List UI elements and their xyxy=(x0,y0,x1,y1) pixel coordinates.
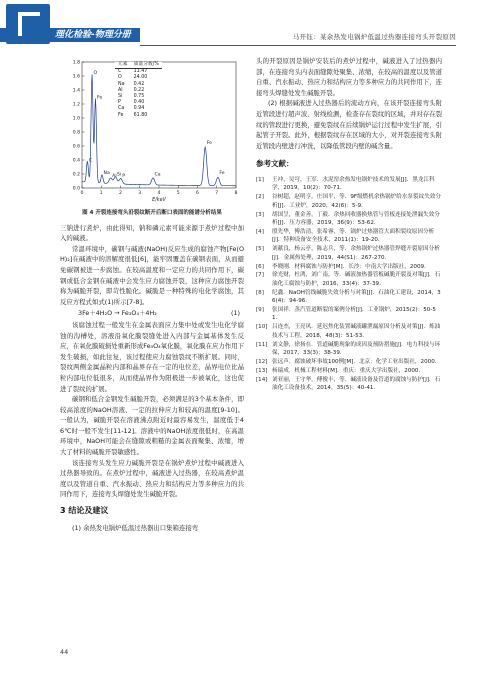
reference-item xyxy=(256,341,442,358)
equation-text: 3Fe＋4H₂O → Fe₃O₄＋4H₂ xyxy=(78,309,157,318)
reference-number: [9] xyxy=(256,307,264,314)
reference-text: 殷先华，傅浩清，张希睿，等．锅炉过热器管大面积裂纹原因分析[J]．特种设备安全技术，2011(1)：19-20． xyxy=(272,228,435,244)
paragraph: (2) 根据碱液进入过热器后的流动方向，在该开裂连接弯头附近管段进行超声波、射线检测，检查存在裂纹的区域，并对存在裂纹的管段进行更换，避免裂纹在后续锅炉运行过程中发生扩展，引起管子开裂。此外，根据裂纹存在区域的大小，对开裂连接弯头附近管段内壁进行冲洗，以降低管段内壁的碱含量。 xyxy=(256,99,442,150)
table-cell: Fe xyxy=(118,112,124,118)
reference-item xyxy=(256,228,442,245)
reference-item xyxy=(256,358,442,366)
reference-number: [11] xyxy=(256,341,268,348)
table-cell: 0.75 xyxy=(133,94,145,100)
y-tick-label: 1.2 xyxy=(72,102,80,108)
paragraph: (1) 余热发电锅炉低温过热器出口集箱连接弯 xyxy=(72,523,199,532)
reference-item xyxy=(256,271,442,288)
y-tick-label: 1.6 xyxy=(72,74,80,80)
table-cell: C xyxy=(118,69,122,75)
y-tick-label: 0.0 xyxy=(72,186,80,192)
table-cell: 11.47 xyxy=(133,69,148,75)
reference-item xyxy=(256,263,442,271)
table-header-mass-fraction: 质量分数/% xyxy=(131,62,162,69)
reference-number: [7] xyxy=(256,272,264,279)
y-tick-label: 0.8 xyxy=(72,130,80,136)
reference-number: [2] xyxy=(256,194,264,201)
y-tick-label: 0.6 xyxy=(72,144,80,150)
page-number: 44 xyxy=(60,648,69,656)
y-tick-label: 0.4 xyxy=(72,158,80,164)
peak-label: Fe xyxy=(206,141,212,147)
table-cell: Si xyxy=(118,94,123,100)
x-axis-label: E/keV xyxy=(152,198,166,203)
reference-item xyxy=(256,176,442,193)
table-cell: 61.80 xyxy=(133,112,148,118)
reference-item xyxy=(256,211,442,228)
peak-label: Fe xyxy=(219,171,225,177)
table-cell: 0.40 xyxy=(133,100,145,106)
left-column xyxy=(60,56,244,533)
x-tick-label: 7 xyxy=(215,191,219,196)
reference-text: 胡国呈，董金善，丁毅．余热回收器换热管与管板连接处泄漏失效分析[J]．压力容器，2019，36(9)：53-62． xyxy=(272,211,440,226)
x-tick-label: 1 xyxy=(99,191,103,196)
peak-label: O xyxy=(93,71,98,77)
element-table xyxy=(115,62,162,119)
table-cell: Ca xyxy=(118,106,125,112)
reference-number: [1] xyxy=(256,176,264,183)
right-column xyxy=(256,56,442,393)
reference-item xyxy=(256,367,442,375)
reference-text: 李晓刚．材料腐蚀与防护[M]．长沙：中南大学出版社，2009． xyxy=(272,263,430,270)
table-cell: 24.00 xyxy=(133,75,148,81)
peak-label: P xyxy=(122,174,125,179)
reference-item xyxy=(256,376,442,393)
references-list xyxy=(256,176,442,393)
reference-item xyxy=(256,245,442,262)
reference-item xyxy=(256,306,442,323)
table-cell: 0.22 xyxy=(133,87,145,93)
y-tick-label: 1.8 xyxy=(72,60,80,66)
figure-caption: 图 4 开裂连接弯头沿裂纹断开后断口表面的能谱分析结果 xyxy=(82,210,222,216)
reference-item xyxy=(256,193,442,210)
peak-label: Al xyxy=(112,174,117,179)
reference-text: 吕连杰，王亮风．延迟焦化装置碱液罐泄漏原因分析及对策[J]．炼油技术与工程，2018，48(3)：51-53． xyxy=(272,324,441,339)
y-tick-label: 0.2 xyxy=(72,172,80,178)
peak-label: Na xyxy=(103,171,110,177)
x-tick-label: 0 xyxy=(80,191,84,196)
x-tick-label: 4 xyxy=(157,191,161,196)
running-title: 马开钰：某余热发电锅炉低温过热器连接弯头开裂原因 xyxy=(292,33,456,41)
reference-number: [4] xyxy=(256,228,264,235)
table-row xyxy=(115,113,162,119)
reference-number: [13] xyxy=(256,367,268,374)
reference-text: 刘献良，杨云亭，陈志兵，等．余热锅炉过热器管焊缝开裂原因分析[J]．金属热处理，2019，44(S1)：267-270． xyxy=(272,246,440,261)
reference-number: [12] xyxy=(256,358,268,365)
x-tick-label: 2 xyxy=(119,191,122,196)
paragraph: 该连接弯头发生应力碱脆开裂是在锅炉煮炉过程中碱液进入过热器导致的。在煮炉过程中，碱液进入过热器，在较高煮炉温度以及管道自重、汽水振动、热应力和结构应力等多种应力的共同作用下，连接弯头焊缝处发生碱脆开裂。 xyxy=(60,458,244,499)
y-tick-label: 1.0 xyxy=(72,116,80,122)
paragraph: 碳钢和低合金钢发生碱脆开裂，必须满足的3个基本条件，即较高浓度的NaOH溶液、一定的拉伸应力和较高的温度[9-10]。一般认为，碱脆开裂在溶液沸点附近时最容易发生，温度低于46℃时一般不发生[11-12]。溶液中的NaOH浓度很低时，在高温环境中，NaOH可能会在缝隙或粗糙的金属表面聚集、浓缩，增大了材料的碱脆开裂敏感性。 xyxy=(60,395,244,457)
table-cell: P xyxy=(118,100,121,106)
paragraph: 常温环境中，碳钢与碱液(NaOH)反应生成的腐蚀产物[Fe(OH)₂]在碱液中的溶解度很低[6]，能牢固覆盖在碳钢表面，从而避免碳钢被进一步腐蚀。在较高温度和一定应力的共同作用下，碳钢或低合金钢在碱液中会发生应力腐蚀开裂，这种应力腐蚀开裂称为碱脆开裂，即苛性脆化。碱脆是一种特殊的电化学腐蚀，其反应方程式如式(1)所示[7-8]。 xyxy=(60,244,244,306)
reference-text: 刘文静，徐扬在．管道碱脆现象的成因及预防措施[J]．电力科技与环保，2017，33(3)：38-39． xyxy=(272,341,441,357)
equation xyxy=(60,308,244,319)
references-heading: 参考文献： xyxy=(256,159,294,169)
reference-number: [14] xyxy=(256,376,268,383)
peak-label: Fe xyxy=(96,95,103,101)
section-heading: 3 结论及建议 xyxy=(60,506,109,516)
reference-number: [8] xyxy=(256,289,264,296)
table-cell: O xyxy=(118,75,122,81)
header-rule xyxy=(140,45,456,46)
equation-number: (1) xyxy=(230,309,240,318)
reference-number: [10] xyxy=(256,324,268,331)
table-cell: Na xyxy=(118,81,125,87)
paragraph: 头的开裂原因是锅炉安装后的煮炉过程中，碱液进入了过热器内部，在连接弯头内表面缝隙处聚集、浓缩，在较高的温度以及管道自重、汽水振动、热应力和结构应力等多种应力的共同作用下，连接弯头焊缝处发生碱脆开裂。 xyxy=(256,57,442,97)
y-tick-label: 1.4 xyxy=(72,88,80,94)
reference-text: 谷树超，赵明亨，庄国平，等．9F级燃机余热锅炉给水泵裂纹失效分析[J]．工业炉，2020，42(6)：5-9． xyxy=(272,194,441,209)
page-header xyxy=(0,0,480,50)
reference-number: [3] xyxy=(256,211,264,218)
table-header-element: 元素 xyxy=(115,62,131,69)
reference-text: 杨瑞成．机械工程材料[M]．重庆：重庆大学出版社，2000． xyxy=(272,367,425,374)
journal-name: 理化检验-物理分册 xyxy=(55,30,131,40)
reference-text: 纪鑫．NaOH管线碱脆失效分析与对策[J]．石油化工建设，2014，36(4)：94-96． xyxy=(272,289,441,305)
x-tick-label: 6 xyxy=(196,191,199,196)
x-tick-label: 3 xyxy=(138,191,142,196)
reference-number: [5] xyxy=(256,246,264,253)
reference-text: 张远声．腐蚀破坏事故100例[M]．北京：化学工业出版社，2000． xyxy=(272,358,441,365)
table-cell: 0.42 xyxy=(133,81,145,87)
reference-number: [6] xyxy=(256,263,264,270)
table-cell: Al xyxy=(118,87,123,93)
reference-text: 刘亚丽，王守华，傅俊丰，等．碱液设备及管道的腐蚀与防护[J]．石油化工设备技术，2014，35(5)：40-41． xyxy=(272,376,441,392)
peak-label: Si xyxy=(116,172,122,178)
x-tick-label: 8 xyxy=(234,191,238,196)
table-cell: 0.94 xyxy=(133,106,145,112)
reference-text: 王冲，吴穹，王军．水泥窑余热发电锅炉技术的发展[J]．黑龙江科学，2019，10(2)：70-71． xyxy=(272,176,435,192)
reference-text: 徐光财，杜鸿，刘广南，等．碱液加热器管板碱脆开裂及对策[J]．石油化工腐蚀与防护，2016，33(4)：37-39． xyxy=(272,272,441,287)
peak-label: Ca xyxy=(154,172,161,178)
paragraph: 该腐蚀过程一般发生在金属表面应力集中处或发生电化学腐蚀的沟槽处，溶液沿氧化膜裂缝处进入内部与金属基体发生反应，在氧化膜破损处重新形成Fe₃O₄氧化膜，氧化膜在应力作用下发生破损，如此往复，该过程使应力腐蚀裂纹不断扩展。同时，裂纹两侧金属晶粒内部和晶界存在一定的电位差，晶界电位比晶粒内部电位低很多，从而使晶界作为阳极进一步被氧化，这也促进了裂纹的扩展。 xyxy=(60,320,244,393)
reference-item xyxy=(256,323,442,340)
eds-figure xyxy=(60,56,244,206)
reference-text: 张国祥．蒸汽管道断裂的案例分析[J]．工业锅炉，2015(2)：50-51． xyxy=(272,307,436,322)
peak-label: C xyxy=(88,158,93,164)
paragraph: 三钠进行煮炉，由此得知，钠和磷元素可能来源于煮炉过程中加入的碱液。 xyxy=(60,223,244,243)
journal-logo-icon xyxy=(6,4,50,44)
reference-item xyxy=(256,289,442,306)
x-tick-label: 5 xyxy=(176,191,180,196)
